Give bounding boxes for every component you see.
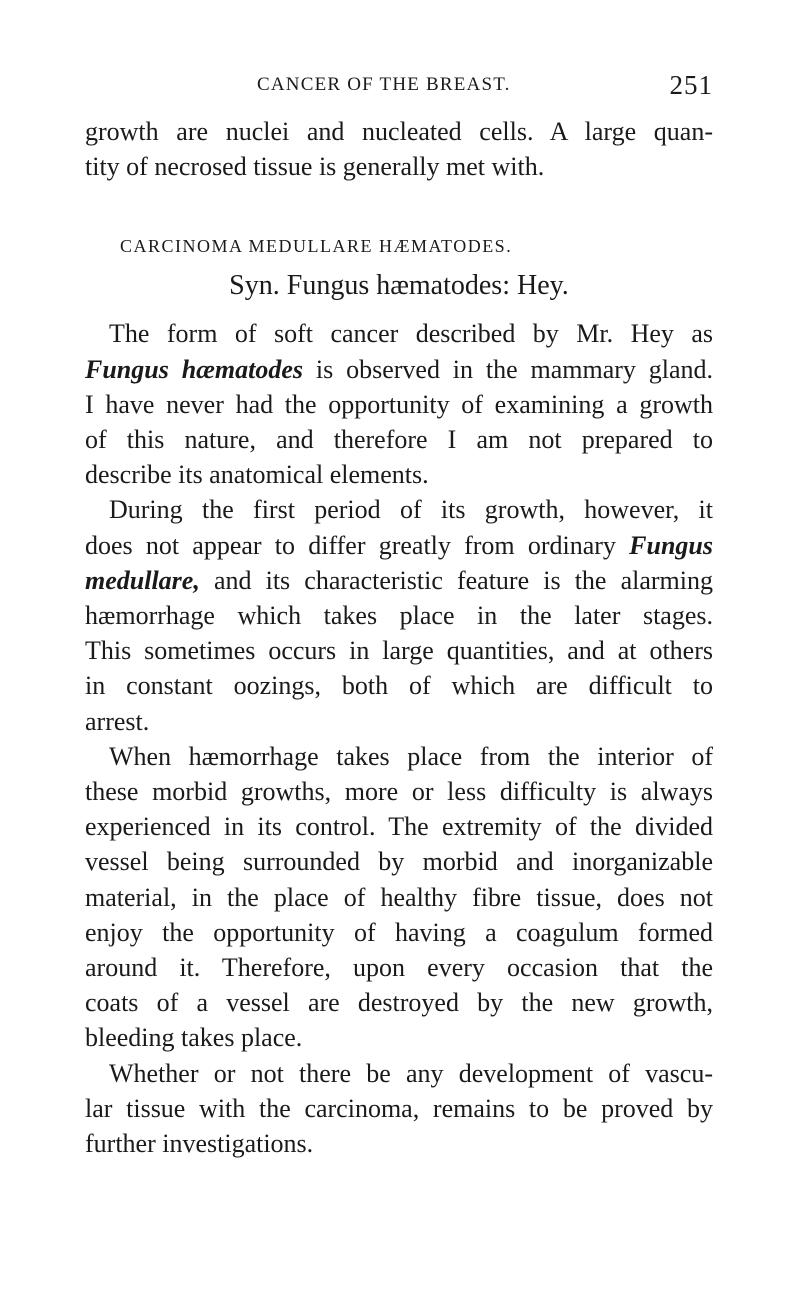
text-line: growth are nuclei and nucleated cells. A large quan- — [85, 117, 713, 146]
text-line: arrest. — [85, 706, 150, 736]
text-line: tity of necrosed tissue is generally met with. — [85, 152, 545, 182]
text-line: Whether or not there be any development of vascu- — [109, 1058, 713, 1088]
running-title: CANCER OF THE BREAST. — [257, 74, 511, 95]
text-line: material, in the place of healthy fibre tissue, does not — [85, 882, 713, 912]
text-line: these morbid growths, more or less difficulty is always — [85, 777, 713, 807]
text-line: During the first period of its growth, however, it — [109, 495, 713, 525]
text-line: around it. Therefore, upon every occasion that the — [85, 953, 713, 983]
text-line: I have never had the opportunity of examining a growth — [85, 389, 713, 419]
text-line: vessel being surrounded by morbid and inorganizable — [85, 847, 713, 877]
section-synonym: Syn. Fungus hæmatodes: Hey. — [229, 270, 569, 302]
text-span: does not appear to differ greatly from ordinary — [85, 530, 630, 560]
text-line — [85, 352, 713, 387]
book-page — [85, 70, 713, 1161]
page-number: 251 — [669, 70, 713, 100]
running-head — [85, 70, 713, 114]
text-line: experienced in its control. The extremity of the divided — [85, 812, 713, 842]
text-line: enjoy the opportunity of having a coagulum formed — [85, 917, 713, 947]
text-line: bleeding takes place. — [85, 1023, 303, 1053]
text-line: of this nature, and therefore I am not prepared to — [85, 425, 713, 455]
text-line: This sometimes occurs in large quantities, and at others — [85, 636, 713, 666]
text-line — [85, 563, 713, 598]
italic-term: medullare, — [85, 565, 200, 595]
text-line: The form of soft cancer described by Mr. Hey as — [109, 319, 713, 349]
text-span: and its characteristic feature is the alarming — [199, 565, 713, 595]
text-line: describe its anatomical elements. — [85, 460, 429, 490]
text-line: When hæmorrhage takes place from the interior of — [109, 741, 713, 771]
italic-term: Fungus hæmatodes — [85, 354, 304, 384]
text-line: coats of a vessel are destroyed by the new growth, — [85, 988, 713, 1018]
text-line: in constant oozings, both of which are difficult to — [85, 671, 713, 701]
section-heading: CARCINOMA MEDULLARE HÆMATODES. — [120, 236, 513, 257]
text-span: is observed in the mammary gland. — [303, 354, 714, 384]
text-line: lar tissue with the carcinoma, remains to be proved by — [85, 1093, 713, 1123]
italic-term: Fungus — [629, 530, 713, 560]
text-line: hæmorrhage which takes place in the later stages. — [85, 601, 713, 631]
text-line: further investigations. — [85, 1129, 314, 1159]
text-line — [85, 528, 713, 563]
